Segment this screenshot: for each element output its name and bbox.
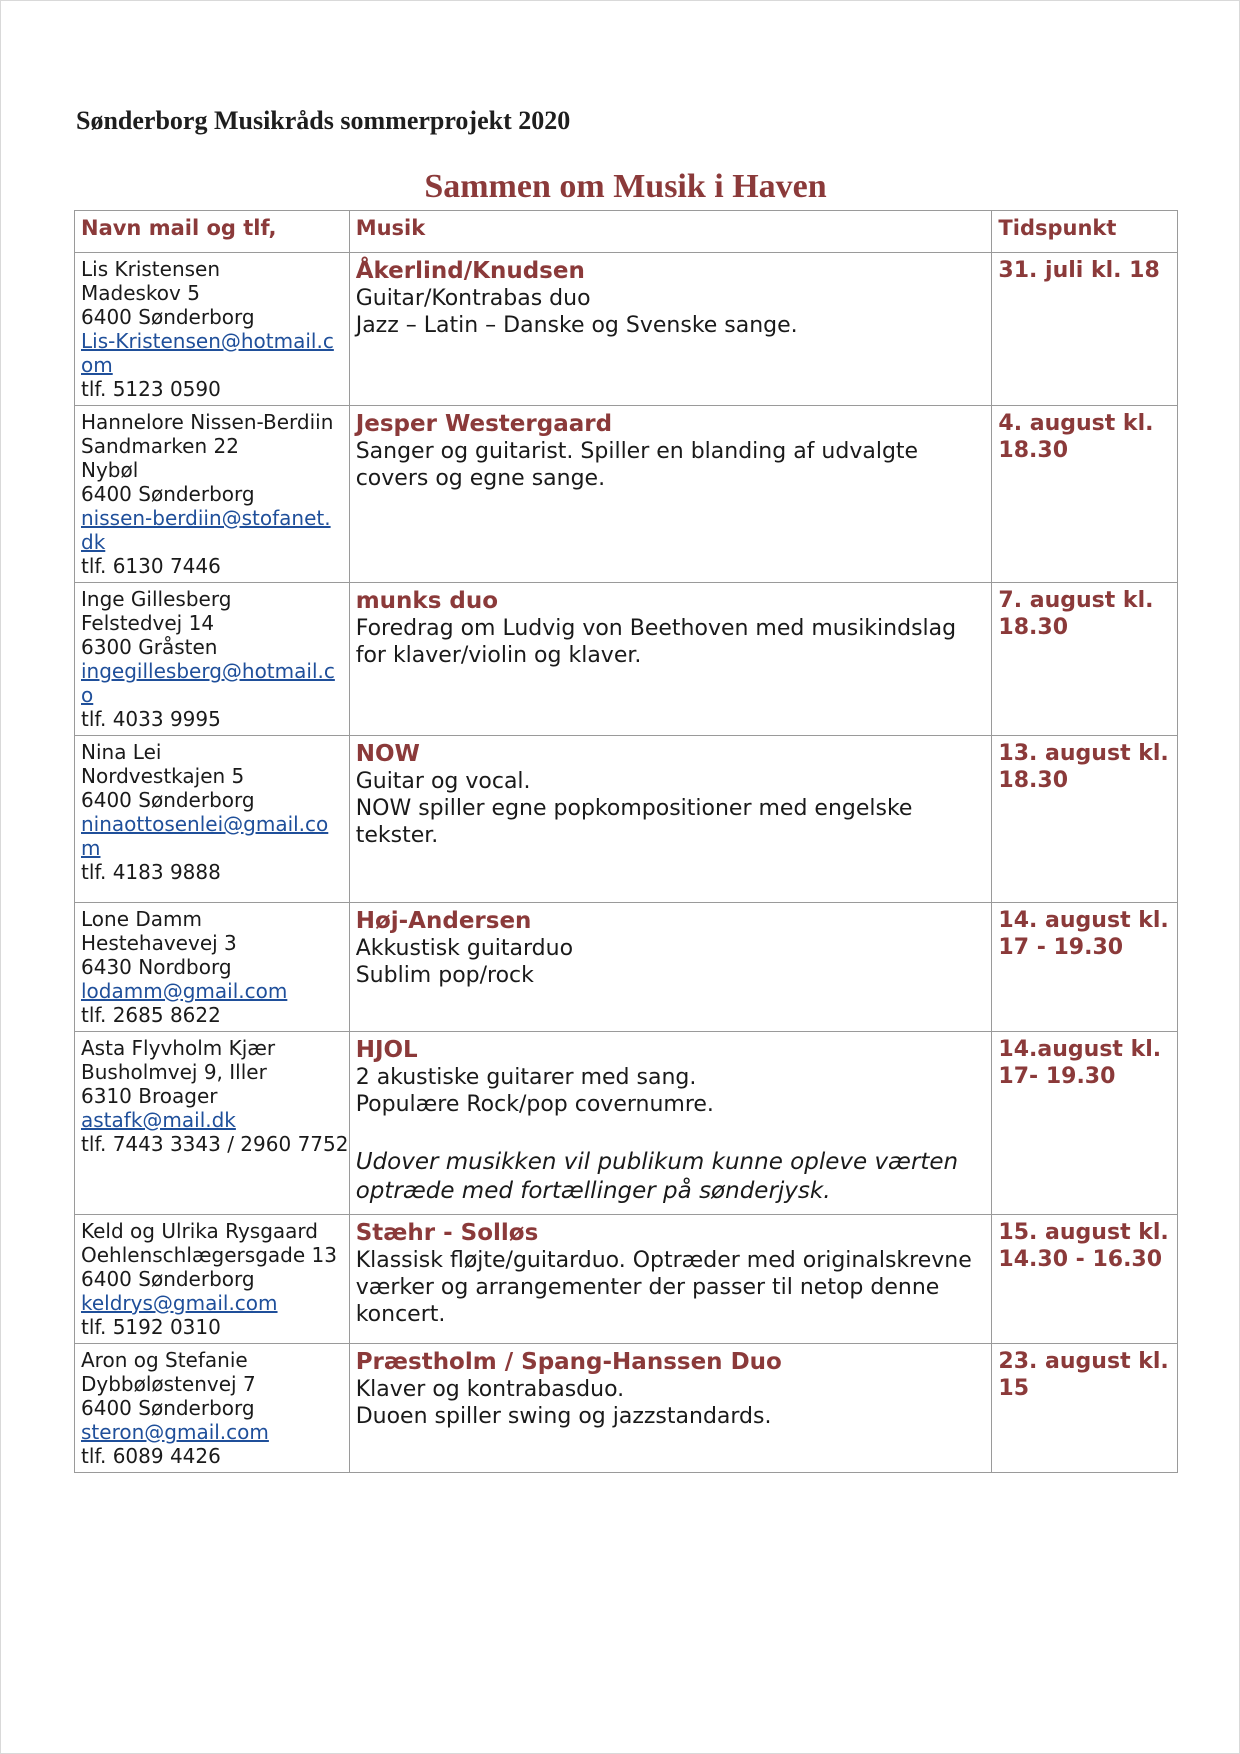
host-city: 6400 Sønderborg xyxy=(81,305,255,329)
music-cell xyxy=(349,1215,992,1344)
table-row xyxy=(75,1344,1178,1473)
host-email-link[interactable]: keldrys@gmail.com xyxy=(81,1291,278,1315)
concert-time: 14.august kl. 17- 19.30 xyxy=(998,1037,1162,1089)
host-phone: tlf. 4033 9995 xyxy=(81,707,221,731)
act-description-extra: NOW spiller egne popkompositioner med engelske tekster. xyxy=(355,796,913,848)
host-contact-cell xyxy=(75,1032,350,1215)
host-address: Hestehavevej 3 xyxy=(81,931,237,955)
host-address: Nordvestkajen 5 xyxy=(81,764,245,788)
host-email-link[interactable]: astafk@mail.dk xyxy=(81,1108,236,1132)
host-email-link[interactable]: steron@gmail.com xyxy=(81,1420,269,1444)
table-row xyxy=(75,406,1178,583)
host-contact-cell xyxy=(75,903,350,1032)
act-name: NOW xyxy=(355,741,420,767)
host-address: Busholmvej 9, Iller xyxy=(81,1060,267,1084)
act-description: Sanger og guitarist. Spiller en blanding af udvalgte covers og egne sange. xyxy=(355,439,919,491)
host-city: 6400 Sønderborg xyxy=(81,1267,255,1291)
column-header-time: Tidspunkt xyxy=(992,211,1178,253)
music-cell xyxy=(349,736,992,903)
act-name: Høj-Andersen xyxy=(355,908,532,934)
table-row xyxy=(75,736,1178,903)
host-email-link[interactable]: ingegillesberg@hotmail.co xyxy=(81,659,335,707)
music-cell xyxy=(349,583,992,736)
act-description: 2 akustiske guitarer med sang. xyxy=(355,1065,697,1090)
host-phone: tlf. 6130 7446 xyxy=(81,554,221,578)
table-row xyxy=(75,1032,1178,1215)
concert-time: 23. august kl. 15 xyxy=(998,1349,1169,1401)
act-description-extra: Jazz – Latin – Danske og Svenske sange. xyxy=(355,313,798,338)
host-address: Oehlenschlægersgade 13 xyxy=(81,1243,337,1267)
host-city: 6400 Sønderborg xyxy=(81,482,255,506)
act-name: munks duo xyxy=(355,588,499,614)
act-name: Præstholm / Spang-Hanssen Duo xyxy=(355,1349,782,1375)
concert-time: 14. august kl. 17 - 19.30 xyxy=(998,908,1169,960)
concert-time: 7. august kl. 18.30 xyxy=(998,588,1154,640)
act-description-extra: Duoen spiller swing og jazzstandards. xyxy=(355,1404,772,1429)
table-row xyxy=(75,1215,1178,1344)
host-email-link[interactable]: Lis-Kristensen@hotmail.com xyxy=(81,329,334,377)
concert-time: 15. august kl. 14.30 - 16.30 xyxy=(998,1220,1169,1272)
concert-schedule-table xyxy=(74,210,1178,1473)
host-city: 6400 Sønderborg xyxy=(81,788,255,812)
act-description: Guitar og vocal. xyxy=(355,769,531,794)
column-header-name: Navn mail og tlf, xyxy=(75,211,350,253)
host-phone: tlf. 6089 4426 xyxy=(81,1444,221,1468)
host-name: Lone Damm xyxy=(81,907,202,931)
time-cell xyxy=(992,406,1178,583)
document-title: Sammen om Musik i Haven xyxy=(424,168,827,205)
table-header-row xyxy=(75,211,1178,253)
concert-time: 4. august kl. 18.30 xyxy=(998,411,1154,463)
host-email-link[interactable]: nissen-berdiin@stofanet.dk xyxy=(81,506,331,554)
host-contact-cell xyxy=(75,1344,350,1473)
concert-time: 31. juli kl. 18 xyxy=(998,258,1160,283)
document-heading: Sønderborg Musikråds sommerprojekt 2020 xyxy=(76,106,571,135)
host-city: 6430 Nordborg xyxy=(81,955,232,979)
host-email-link[interactable]: lodamm@gmail.com xyxy=(81,979,288,1003)
time-cell xyxy=(992,903,1178,1032)
column-header-music: Musik xyxy=(349,211,992,253)
host-name: Keld og Ulrika Rysgaard xyxy=(81,1219,318,1243)
host-name: Lis Kristensen xyxy=(81,257,221,281)
act-name: Åkerlind/Knudsen xyxy=(355,258,585,284)
host-contact-cell xyxy=(75,253,350,406)
host-city: 6400 Sønderborg xyxy=(81,1396,255,1420)
music-cell xyxy=(349,1344,992,1473)
host-contact-cell xyxy=(75,736,350,903)
host-phone: tlf. 5123 0590 xyxy=(81,377,221,401)
act-name: Stæhr - Solløs xyxy=(355,1220,539,1246)
act-description-extra: Populære Rock/pop covernumre. xyxy=(355,1092,714,1117)
act-description: Akkustisk guitarduo xyxy=(355,936,574,961)
table-row xyxy=(75,253,1178,406)
music-cell xyxy=(349,406,992,583)
act-description: Foredrag om Ludvig von Beethoven med musikindslag for klaver/violin og klaver. xyxy=(355,616,957,668)
host-contact-cell xyxy=(75,406,350,583)
host-contact-cell xyxy=(75,1215,350,1344)
table-body xyxy=(75,253,1178,1473)
table-row xyxy=(75,583,1178,736)
host-city: 6310 Broager xyxy=(81,1084,218,1108)
host-name: Asta Flyvholm Kjær xyxy=(81,1036,276,1060)
host-address: Sandmarken 22 xyxy=(81,434,239,458)
act-note: Udover musikken vil publikum kunne opleve værten optræde med fortællinger på sønderjysk. xyxy=(355,1149,959,1204)
music-cell xyxy=(349,253,992,406)
host-address-extra: Nybøl xyxy=(81,458,139,482)
act-description-extra: Sublim pop/rock xyxy=(355,963,534,988)
host-contact-cell xyxy=(75,583,350,736)
time-cell xyxy=(992,1215,1178,1344)
table-row xyxy=(75,903,1178,1032)
host-address: Dybbøløstenvej 7 xyxy=(81,1372,256,1396)
host-phone: tlf. 2685 8622 xyxy=(81,1003,221,1027)
music-cell xyxy=(349,1032,992,1215)
act-name: HJOL xyxy=(355,1037,418,1063)
host-name: Inge Gillesberg xyxy=(81,587,232,611)
act-description: Guitar/Kontrabas duo xyxy=(355,286,591,311)
host-name: Aron og Stefanie xyxy=(81,1348,248,1372)
host-address: Felstedvej 14 xyxy=(81,611,215,635)
time-cell xyxy=(992,253,1178,406)
concert-time: 13. august kl. 18.30 xyxy=(998,741,1169,793)
host-city: 6300 Gråsten xyxy=(81,635,218,659)
music-cell xyxy=(349,903,992,1032)
act-name: Jesper Westergaard xyxy=(355,411,613,437)
act-description: Klassisk fløjte/guitarduo. Optræder med originalskrevne værker og arrangementer der passer til netop denne koncert. xyxy=(355,1248,972,1327)
host-email-link[interactable]: ninaottosenlei@gmail.com xyxy=(81,812,329,860)
time-cell xyxy=(992,736,1178,903)
host-address: Madeskov 5 xyxy=(81,281,200,305)
host-phone: tlf. 5192 0310 xyxy=(81,1315,221,1339)
time-cell xyxy=(992,1344,1178,1473)
host-phone: tlf. 4183 9888 xyxy=(81,860,221,884)
time-cell xyxy=(992,1032,1178,1215)
host-name: Nina Lei xyxy=(81,740,162,764)
host-name: Hannelore Nissen-Berdiin xyxy=(81,410,334,434)
act-description: Klaver og kontrabasduo. xyxy=(355,1377,625,1402)
time-cell xyxy=(992,583,1178,736)
host-phone: tlf. 7443 3343 / 2960 7752 xyxy=(81,1132,349,1156)
